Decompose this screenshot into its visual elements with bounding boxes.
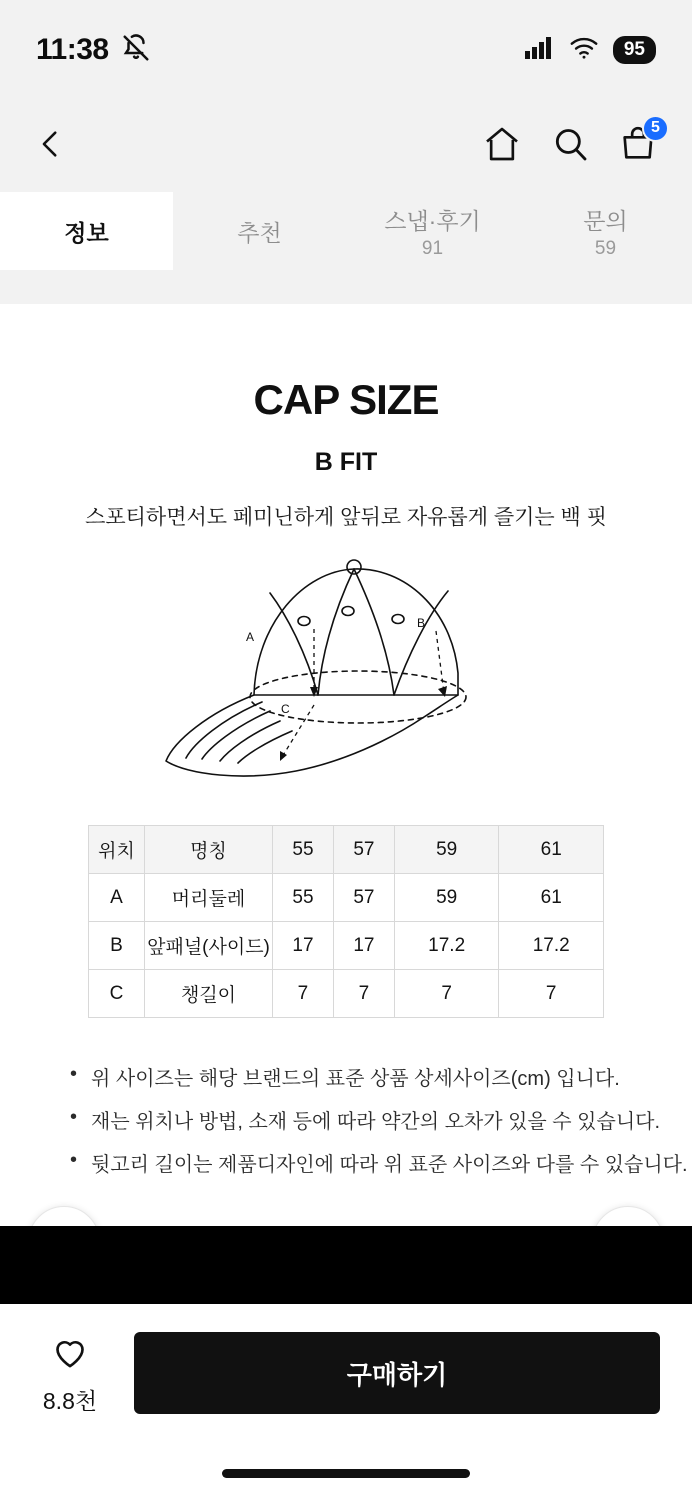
table-cell: 17.2 [499,922,604,970]
table-cell: 7 [499,970,604,1018]
table-header-cell: 위치 [89,826,145,874]
bell-off-icon [121,33,151,68]
list-item [70,1105,692,1134]
table-cell: 7 [273,970,334,1018]
table-cell: 앞패널(사이드) [145,922,273,970]
fit-description: 스포티하면서도 페미닌하게 앞뒤로 자유롭게 즐기는 백 핏 [85,506,607,529]
status-clock: 11:38 [36,33,109,66]
like-count: 8.8천 [42,1388,98,1414]
table-cell: 61 [499,874,604,922]
tab-inquiry[interactable] [519,192,692,270]
table-cell: A [89,874,145,922]
cellular-signal-icon [525,37,555,64]
nav-actions [482,119,660,169]
diagram-label-b: B [417,616,426,630]
table-header-cell: 61 [499,826,604,874]
bullet-icon: • [70,1106,78,1128]
size-notes [70,1062,692,1177]
table-cell: 55 [273,874,334,922]
table-cell: 17 [273,922,334,970]
tab-divider [0,270,692,304]
cart-badge: 5 [642,115,669,142]
table-cell: C [89,970,145,1018]
fit-subtitle: B FIT [314,448,378,476]
table-cell: 7 [333,970,394,1018]
home-indicator [222,1469,470,1478]
like-button[interactable] [32,1332,108,1416]
battery-indicator: 95 [613,36,656,64]
tab-snap-review-label: 스냅·후기 [384,207,481,234]
tab-snap-review-count: 91 [421,237,444,259]
table-cell: 17.2 [394,922,499,970]
tab-info[interactable] [0,192,173,270]
table-header-cell: 55 [273,826,334,874]
table-cell: 57 [333,874,394,922]
cap-diagram [0,545,692,795]
table-row [89,970,604,1018]
table-header-cell: 명칭 [145,826,273,874]
bullet-icon: • [70,1149,78,1171]
list-item [70,1062,692,1091]
buy-button[interactable]: 구매하기 [134,1332,660,1414]
table-row [89,874,604,922]
status-left [36,33,151,68]
tab-recommend[interactable] [173,192,346,270]
home-icon[interactable] [482,124,522,169]
diagram-label-a: A [246,630,255,644]
table-cell: 17 [333,922,394,970]
size-guide-content [0,376,692,1201]
diagram-label-c: C [281,702,290,716]
status-bar [0,0,692,100]
note-text: 재는 위치나 방법, 소재 등에 따라 약간의 오차가 있을 수 있습니다. [91,1111,661,1133]
table-cell: 머리둘레 [145,874,273,922]
list-item [70,1148,692,1177]
table-cell: B [89,922,145,970]
wifi-icon [569,37,599,64]
table-header-cell: 59 [394,826,499,874]
page-title: CAP SIZE [253,376,439,423]
bottom-black-band [0,1226,692,1304]
tab-snap-review[interactable] [346,192,519,270]
note-text: 뒷고리 길이는 제품디자인에 따라 위 표준 사이즈와 다를 수 있습니다. [91,1154,688,1176]
tab-info-label: 정보 [64,219,109,246]
table-header-cell: 57 [333,826,394,874]
heart-outline-icon [50,1332,90,1377]
tab-recommend-label: 추천 [237,219,282,246]
table-cell: 챙길이 [145,970,273,1018]
navigation-bar [0,100,692,192]
size-table [88,825,604,1018]
search-icon[interactable] [550,124,590,169]
note-text: 위 사이즈는 해당 브랜드의 표준 상품 상세사이즈(cm) 입니다. [91,1068,620,1090]
tab-bar [0,192,692,270]
table-header-row [89,826,604,874]
cart-icon[interactable] [618,119,660,169]
status-right [525,36,656,64]
tab-inquiry-count: 59 [594,237,617,259]
table-cell: 7 [394,970,499,1018]
table-cell: 59 [394,874,499,922]
bullet-icon: • [70,1063,78,1085]
tab-inquiry-label: 문의 [583,207,628,234]
table-row [89,922,604,970]
back-chevron-icon[interactable] [34,127,68,166]
